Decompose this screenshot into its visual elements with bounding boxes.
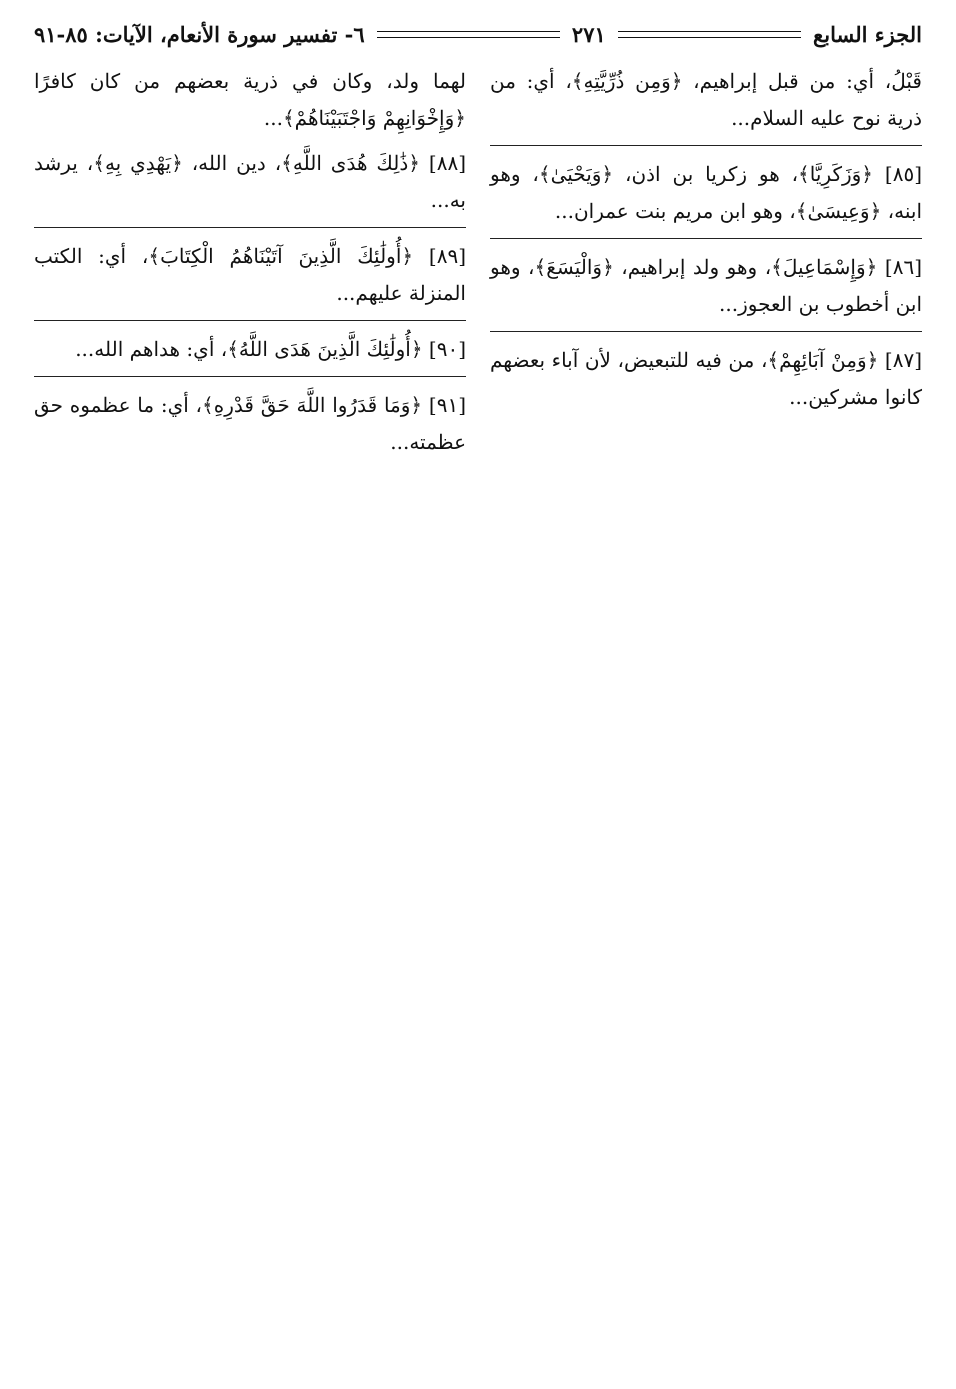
text-columns bbox=[34, 63, 922, 469]
paragraph: لهما ولد، وكان في ذرية بعضهم من كان كافرًا ﴿وَإِخْوَانِهِمْ وَاجْتَبَيْنَاهُمْ﴾... bbox=[34, 69, 466, 130]
page-number: ٢٧١ bbox=[571, 22, 606, 47]
surah-label: ٦- تفسير سورة الأنعام، الآيات: ٨٥-٩١ bbox=[33, 22, 365, 47]
right-column bbox=[490, 63, 922, 469]
left-column bbox=[34, 63, 466, 469]
part-label: الجزء السابع bbox=[813, 22, 922, 47]
paragraph: [٩١] ﴿وَمَا قَدَرُوا اللَّهَ حَقَّ قَدْرِهِ﴾، أي: ما عظموه حق عظمته... bbox=[34, 393, 466, 454]
divider bbox=[34, 227, 466, 228]
running-header bbox=[34, 22, 922, 47]
divider bbox=[490, 145, 922, 146]
divider bbox=[490, 238, 922, 239]
divider bbox=[34, 320, 466, 321]
divider bbox=[34, 376, 466, 377]
header-rule bbox=[618, 31, 801, 38]
paragraph: [٨٥] ﴿وَزَكَرِيَّا﴾، هو زكريا بن اذن، ﴿وَيَحْيَىٰ﴾، وهو ابنه، ﴿وَعِيسَىٰ﴾، وهو ابن مريم بنت عمران... bbox=[490, 162, 922, 223]
paragraph: [٨٦] ﴿وَإِسْمَاعِيلَ﴾، وهو ولد إبراهيم، ﴿وَالْيَسَعَ﴾، وهو ابن أخطوب بن العجوز... bbox=[490, 255, 922, 316]
paragraph: [٨٧] ﴿وَمِنْ آبَائِهِمْ﴾، من فيه للتبعيض، لأن آباء بعضهم كانوا مشركين... bbox=[490, 348, 922, 409]
header-rule bbox=[377, 31, 560, 38]
paragraph: [٩٠] ﴿أُولَٰئِكَ الَّذِينَ هَدَى اللَّهُ﴾، أي: هداهم الله... bbox=[75, 337, 466, 361]
paragraph: قَبْلُ، أي: من قبل إبراهيم، ﴿وَمِن ذُرِّيَّتِهِ﴾، أي: من ذرية نوح عليه السلام... bbox=[490, 69, 922, 130]
paragraph: [٨٩] ﴿أُولَٰئِكَ الَّذِينَ آتَيْنَاهُمُ الْكِتَابَ﴾، أي: الكتب المنزلة عليهم... bbox=[34, 244, 466, 305]
divider bbox=[490, 331, 922, 332]
paragraph: [٨٨] ﴿ذَٰلِكَ هُدَى اللَّهِ﴾، دين الله، ﴿يَهْدِي بِهِ﴾، يرشد به... bbox=[34, 151, 466, 212]
